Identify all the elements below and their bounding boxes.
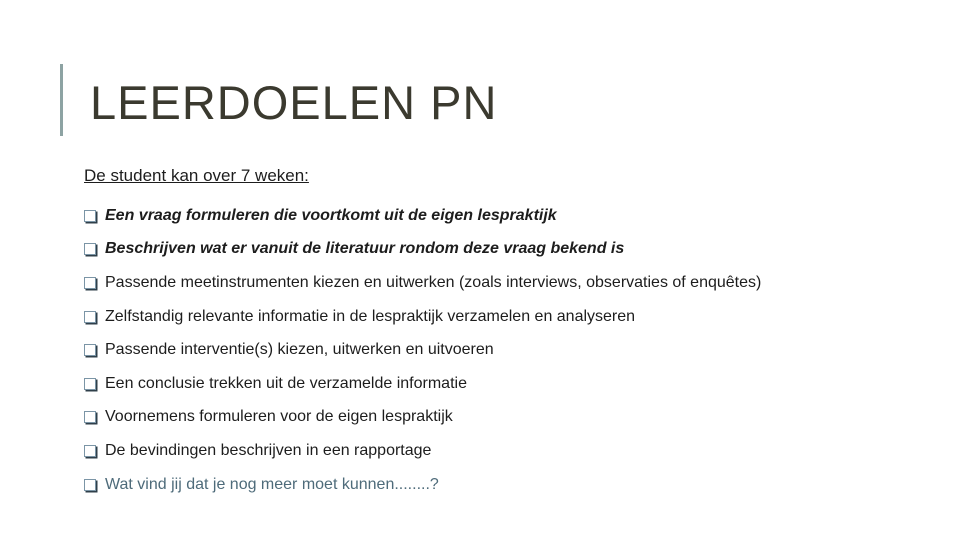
goal-text: Passende interventie(s) kiezen, uitwerken en uitvoeren [105,341,494,359]
list-item [84,233,761,267]
list-item [84,266,761,300]
list-item [84,434,761,468]
goal-text: Zelfstandig relevante informatie in de lespraktijk verzamelen en analyseren [105,307,636,325]
learning-goals-list [84,199,761,501]
goal-text: Een conclusie trekken uit de verzamelde informatie [105,374,467,392]
checkbox-bullet-icon [84,277,96,289]
goal-text: De bevindingen beschrijven in een rapportage [105,441,432,459]
list-item [84,199,761,233]
checkbox-bullet-icon [84,311,96,323]
list-item [84,300,761,334]
slide-title: LEERDOELEN PN [90,76,498,129]
title-accent-bar [60,64,63,136]
checkbox-bullet-icon [84,479,96,491]
list-item [84,333,761,367]
checkbox-bullet-icon [84,210,96,222]
slide-subtitle: De student kan over 7 weken: [84,166,309,185]
checkbox-bullet-icon [84,378,96,390]
list-item [84,468,761,502]
checkbox-bullet-icon [84,445,96,457]
list-item [84,367,761,401]
goal-text: Voornemens formuleren voor de eigen lespraktijk [105,408,453,426]
checkbox-bullet-icon [84,243,96,255]
goal-text: Passende meetinstrumenten kiezen en uitwerken (zoals interviews, observaties of enquêtes) [105,273,762,291]
goal-text: Beschrijven wat er vanuit de literatuur rondom deze vraag bekend is [105,240,625,258]
checkbox-bullet-icon [84,344,96,356]
goal-text: Wat vind jij dat je nog meer moet kunnen........? [105,475,439,493]
list-item [84,401,761,435]
checkbox-bullet-icon [84,411,96,423]
goal-text: Een vraag formuleren die voortkomt uit de eigen lespraktijk [105,206,557,224]
